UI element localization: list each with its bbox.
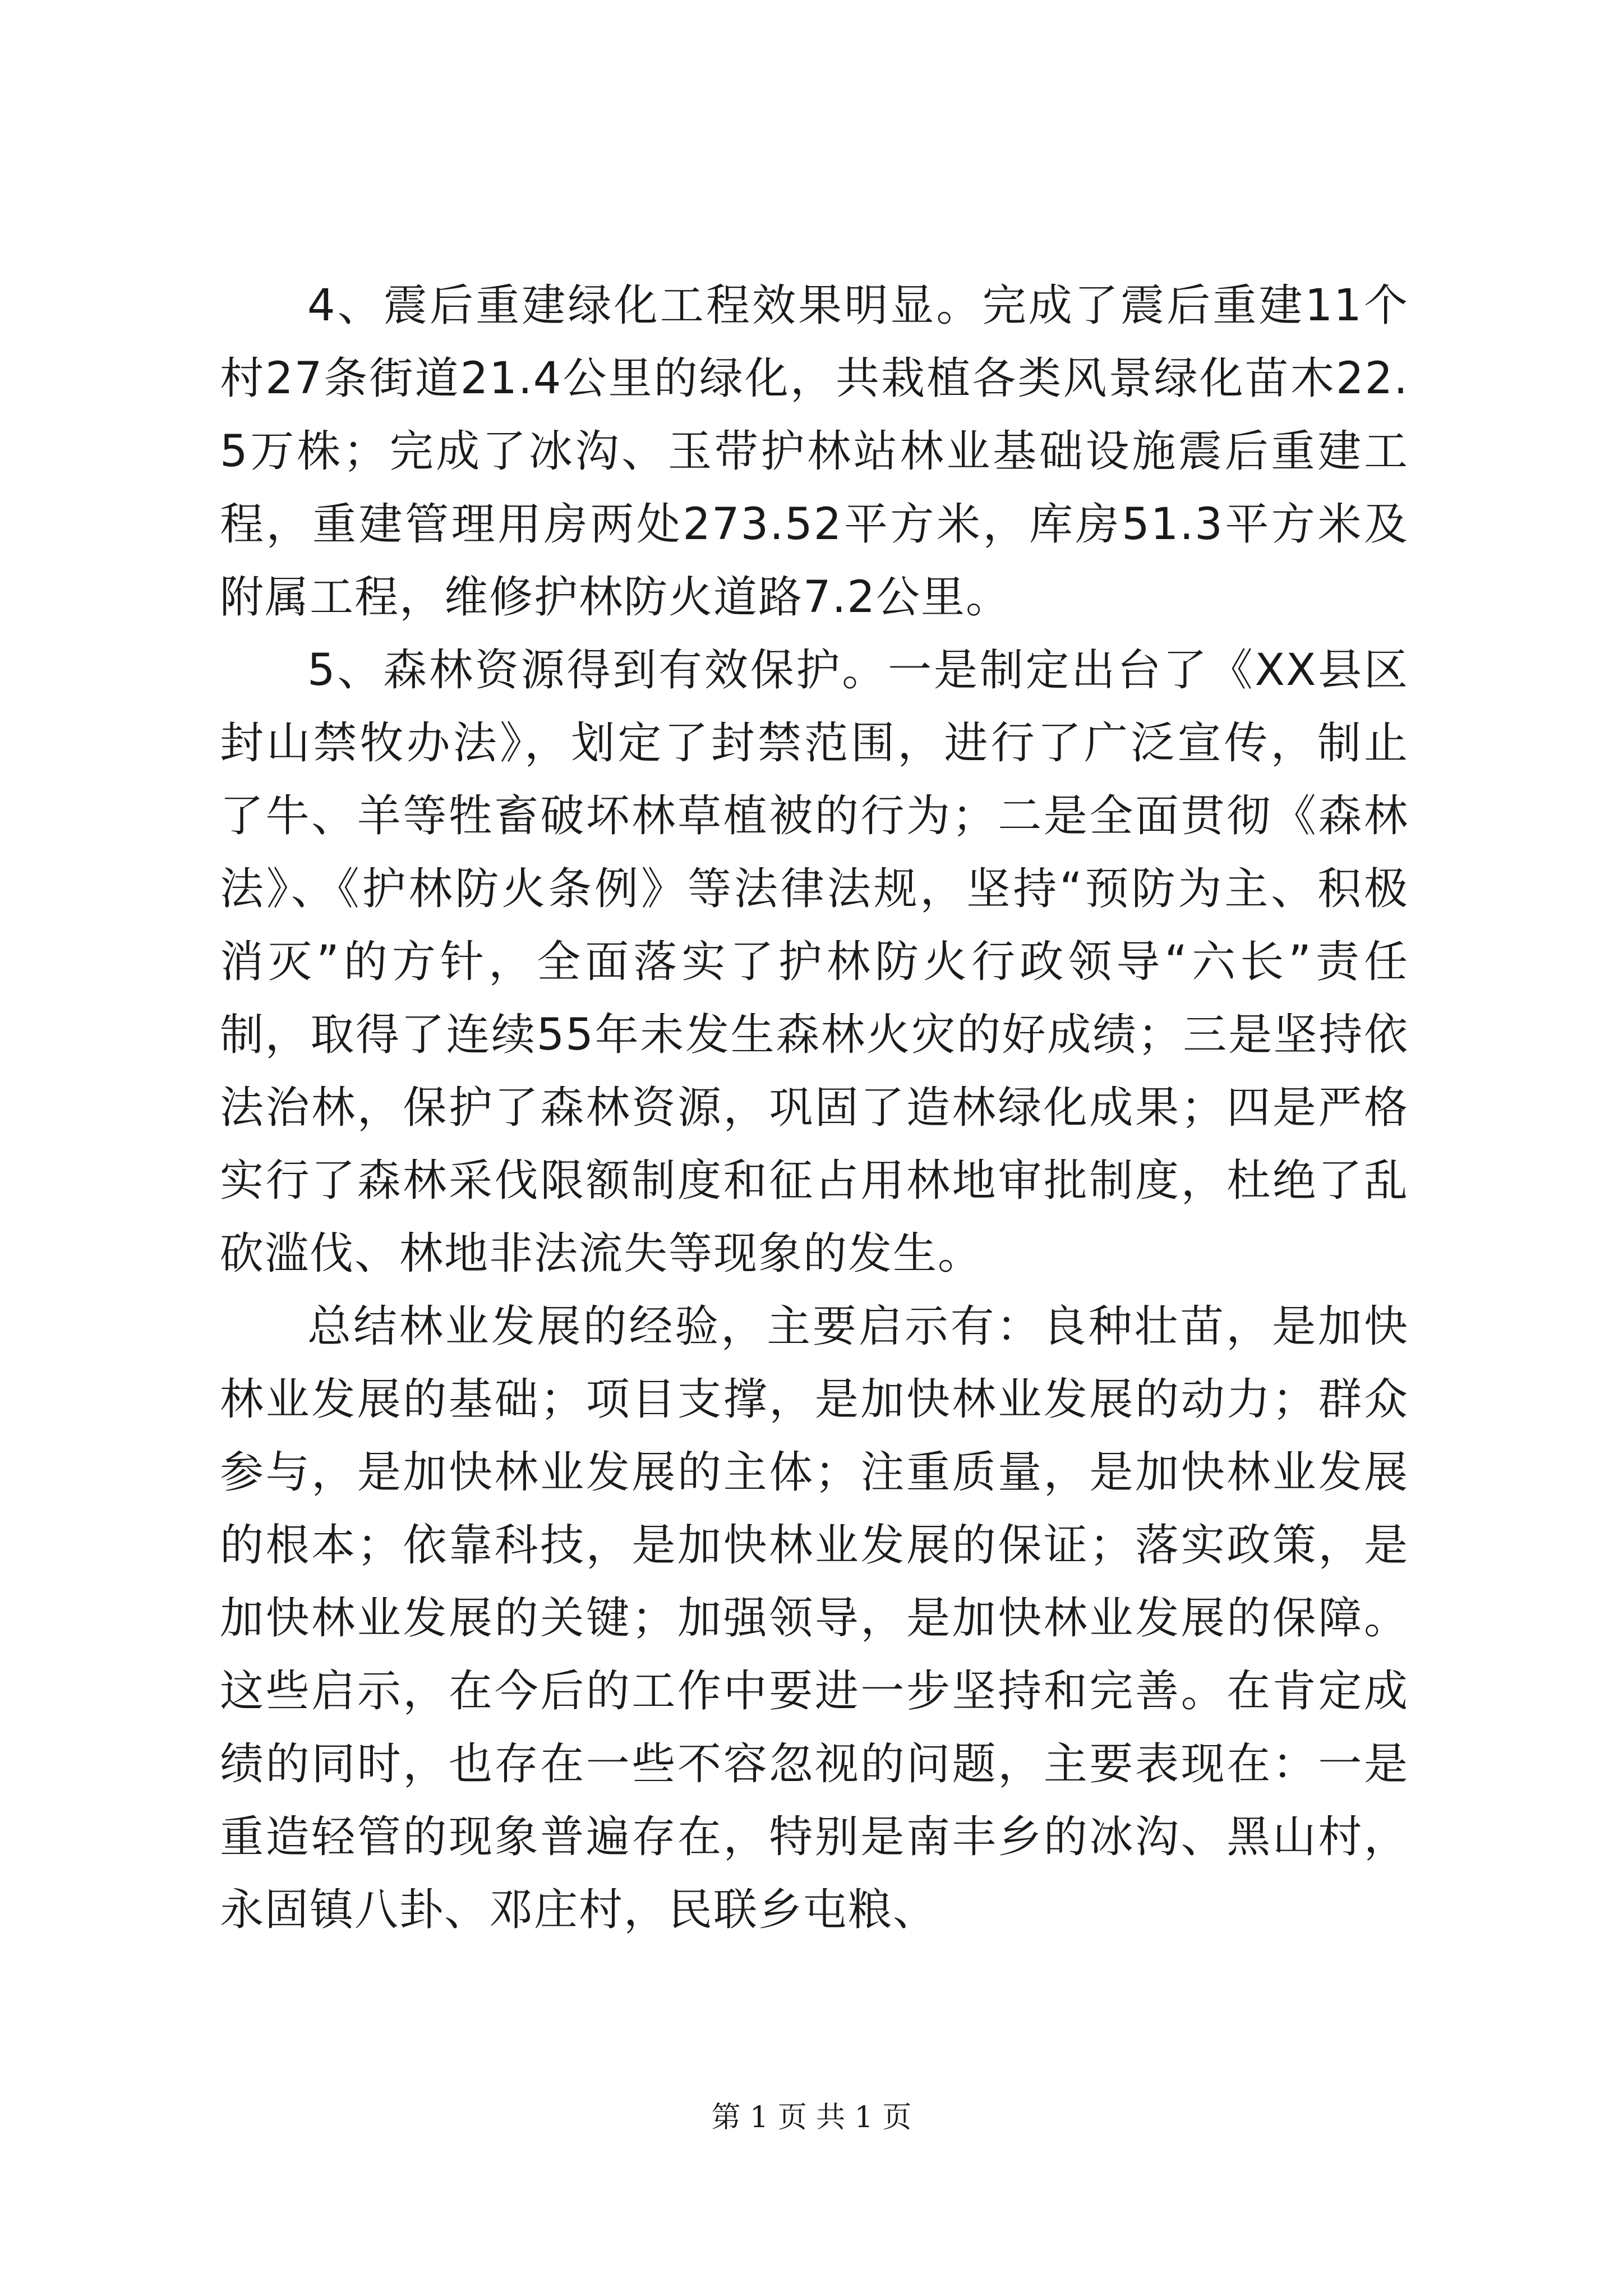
page-footer: 第 1 页 共 1 页 [711, 2101, 912, 2134]
paragraph-forest-protection: 5、森林资源得到有效保护。一是制定出台了《XX县区封山禁牧办法》，划定了封禁范围，进行了广泛宣传，制止了牛、羊等牲畜破坏林草植被的行为；二是全面贯彻《森林法》、《护林防火条例》等法律法规，坚持“预防为主、积极消灭”的方针，全面落实了护林防火行政领导“六长”责任制，取得了连续55年未发生森林火灾的好成绩；三是坚持依法治林，保护了森林资源，巩固了造林绿化成果；四是严格实行了森林采伐限额制度和征占用林地审批制度，杜绝了乱砍滥伐、林地非法流失等现象的发生。 [220, 645, 1409, 1279]
document-body [220, 269, 1409, 1947]
paragraph-greening-reconstruction: 4、震后重建绿化工程效果明显。完成了震后重建11个村27条街道21.4公里的绿化，共栽植各类风景绿化苗木22.5万株；完成了冰沟、玉带护林站林业基础设施震后重建工程，重建管理用房两处273.52平方米，库房51.3平方米及附属工程，维修护林防火道路7.2公里。 [220, 280, 1409, 623]
paragraph-experience-summary: 总结林业发展的经验，主要启示有：良种壮苗，是加快林业发展的基础；项目支撑，是加快林业发展的动力；群众参与，是加快林业发展的主体；注重质量，是加快林业发展的根本；依靠科技，是加快林业发展的保证；落实政策，是加快林业发展的关键；加强领导，是加快林业发展的保障。这些启示，在今后的工作中要进一步坚持和完善。在肯定成绩的同时，也存在一些不容忽视的问题，主要表现在：一是重造轻管的现象普遍存在，特别是南丰乡的冰沟、黑山村，永固镇八卦、邓庄村，民联乡屯粮、 [220, 1301, 1409, 1935]
